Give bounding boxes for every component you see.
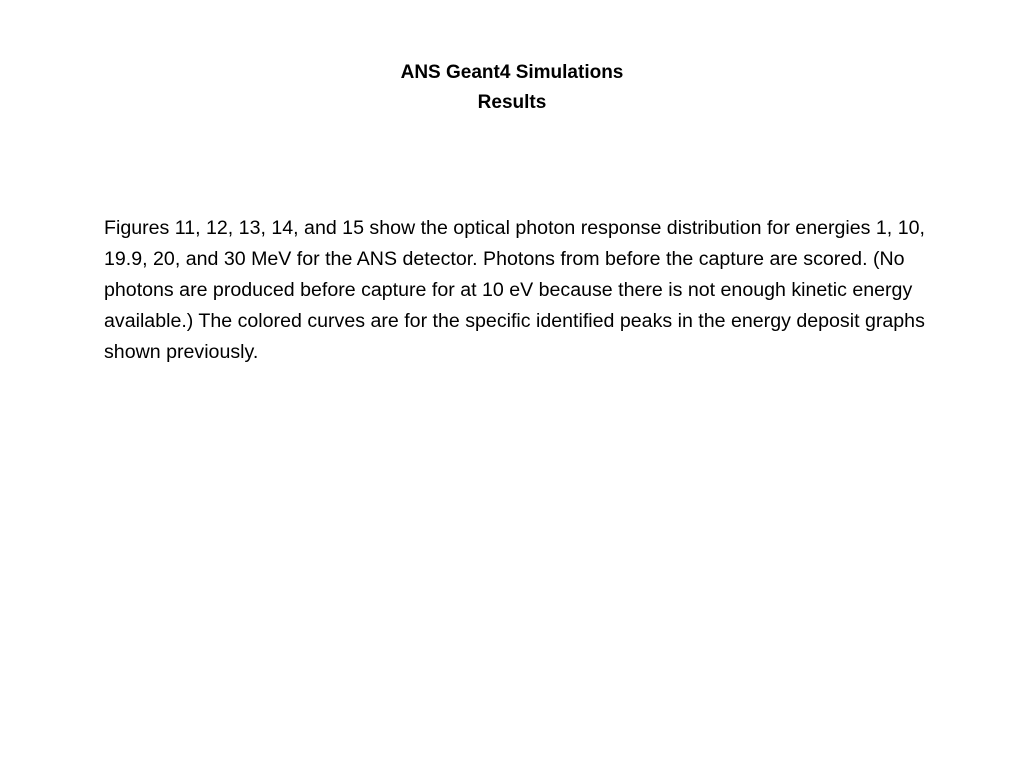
title-line-2: Results [477, 92, 547, 113]
slide-title [0, 58, 1024, 118]
body-paragraph: Figures 11, 12, 13, 14, and 15 show the optical photon response distribution for energies 1, 10, 19.9, 20, and 30 MeV for the ANS detector. Photons from before the capture are scored. (No photons are produced before capture for at 10 eV because there is not enough kinetic energy available.) The colored curves are for the specific identified peaks in the energy deposit graphs shown previously. [104, 217, 925, 363]
title-line-1: ANS Geant4 Simulations [400, 62, 624, 83]
